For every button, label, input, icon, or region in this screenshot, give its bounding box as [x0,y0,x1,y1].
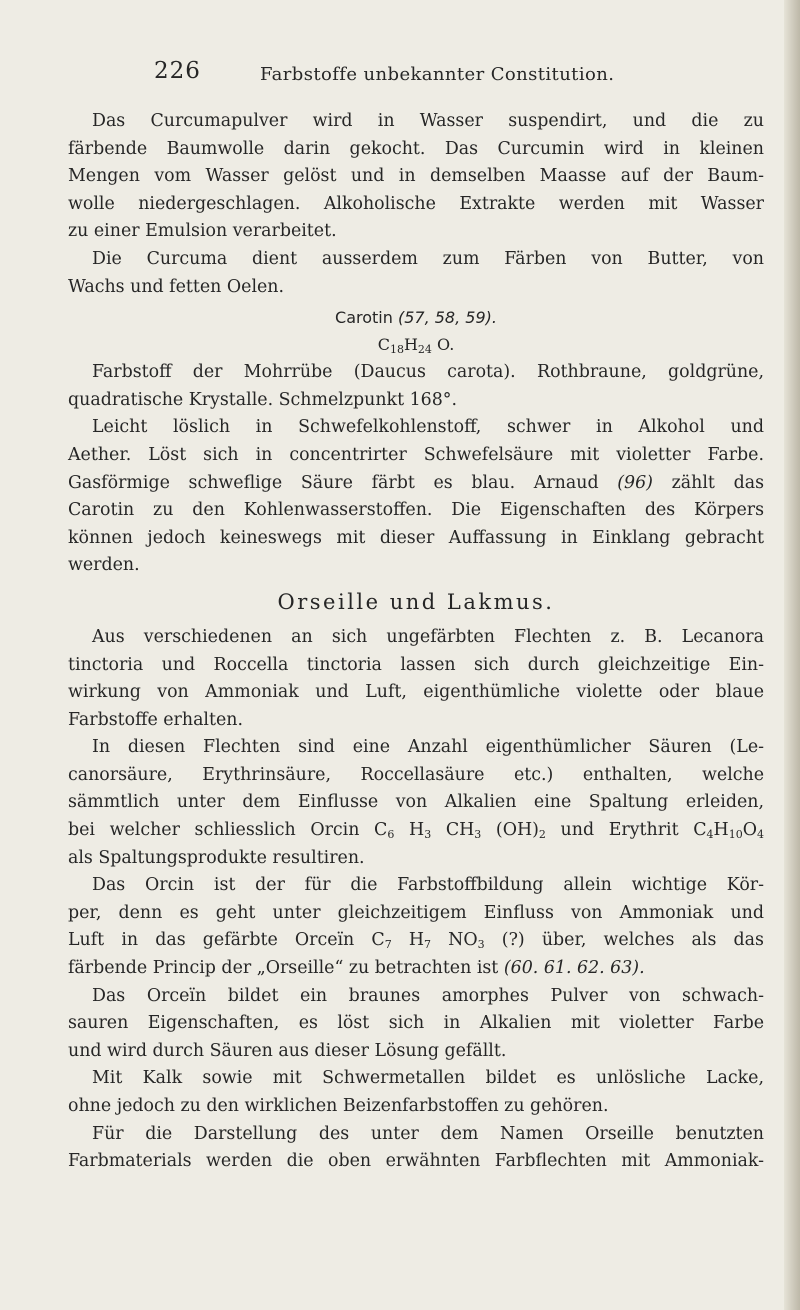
carotin-title: Carotin [335,308,393,328]
text-line: Das Orcin ist der für die Farbstoffbildung allein wichtige Kör- [92,875,764,896]
text-line: Mengen vom Wasser gelöst und in demselben Maasse auf der Baum- [68,166,764,187]
text-line: färbende Baumwolle darin gekocht. Das Curcumin wird in kleinen [68,138,764,159]
paragraph-lichen-acids [68,734,764,872]
carotin-heading [68,303,764,333]
carotin-formula: $C_{18}H_{24}$ O. [377,335,455,357]
text-line: sauren Eigenschaften, es löst sich in Alkalien mit violetter Farbe [68,1013,764,1034]
page-body [68,108,764,1176]
paragraph-orcin [68,872,764,982]
citation: (96) [617,472,653,493]
text-line: werden. [68,555,140,576]
text-line: Farbmaterials werden die oben erwähnten Farbflechten mit Ammoniak- [68,1151,764,1172]
paragraph-orcein [68,983,764,1066]
paragraph-lakes [68,1065,764,1120]
page-header [0,58,800,98]
running-title: Farbstoffe unbekannter Constitution. [260,64,615,85]
text-line: Farbstoff der Mohrrübe (Daucus carota). Rothbraune, goldgrüne, [92,362,764,383]
text-line: Leicht löslich in Schwefelkohlenstoff, schwer in Alkohol und [92,417,764,438]
text-line: Aus verschiedenen an sich ungefärbten Flechten z. B. Lecanora [92,626,764,647]
text-line: und wird durch Säuren aus dieser Lösung gefällt. [68,1040,507,1061]
text-line: Farbstoffe erhalten. [68,709,244,730]
text-line: Mit Kalk sowie mit Schwermetallen bildet es unlösliche Lacke, [92,1068,764,1089]
paragraph-carotin-description [68,359,764,414]
paragraph-curcuma-uses [68,246,764,301]
text-line: können jedoch keineswegs mit dieser Auffassung in Einklang gebracht [68,527,764,548]
text-line: In diesen Flechten sind eine Anzahl eigenthümlicher Säuren (Le- [92,737,764,758]
paragraph-preparation [68,1121,764,1176]
section-title-orseille: Orseille und Lakmus. [277,589,555,614]
page-number: 226 [154,58,201,84]
text-line: Carotin zu den Kohlenwasserstoffen. Die Eigenschaften des Körpers [68,500,764,521]
text-line: sämmtlich unter dem Einflusse von Alkalien eine Spaltung erleiden, [68,792,764,813]
carotin-references: (57, 58, 59). [397,308,497,328]
text-line: tinctoria und Roccella tinctoria lassen sich durch gleichzeitige Ein- [68,654,764,675]
text-line: färbende Princip der „Orseille“ zu betrachten ist (60. 61. 62. 63). [68,958,645,979]
text-line: bei welcher schliesslich Orcin $C_6$ $H_3$ $CH_3$ $(OH)_2$ und Erythrit $C_4H_{10}O_4$ [68,820,764,842]
text-line: Luft in das gefärbte Orceïn $C_7$ $H_7$ $NO_3$ (?) über, welches als das [68,930,764,952]
text-line: Für die Darstellung des unter dem Namen Orseille benutzten [92,1123,764,1144]
paragraph-carotin-solubility [68,414,764,580]
text-line: Die Curcuma dient ausserdem zum Färben von Butter, von [92,248,764,269]
text-line: Aether. Löst sich in concentrirter Schwefelsäure mit violetter Farbe. [68,444,764,465]
paragraph-curcuma-dyeing [68,108,764,246]
text-line: Das Orceïn bildet ein braunes amorphes Pulver von schwach- [92,985,764,1006]
text-line: wolle niedergeschlagen. Alkoholische Extrakte werden mit Wasser [68,193,764,214]
text-line: Gasförmige schweflige Säure färbt es blau. Arnaud (96) zählt das [68,472,764,493]
text-line: canorsäure, Erythrinsäure, Roccellasäure etc.) enthalten, welche [68,764,764,785]
citation: (60. 61. 62. 63). [503,958,645,979]
text-line: Das Curcumapulver wird in Wasser suspendirt, und die zu [92,111,764,131]
text-line: zu einer Emulsion verarbeitet. [68,221,337,242]
text-line: wirkung von Ammoniak und Luft, eigenthümliche violette oder blaue [68,682,764,703]
text-line: ohne jedoch zu den wirklichen Beizenfarbstoffen zu gehören. [68,1096,609,1116]
text-line: Wachs und fetten Oelen. [68,276,285,297]
text-line: per, denn es geht unter gleichzeitigem Einfluss von Ammoniak und [68,902,764,923]
text-line: als Spaltungsprodukte resultiren. [68,847,365,868]
page-edge [784,0,800,1310]
text-line: quadratische Krystalle. Schmelzpunkt 168°. [68,389,457,410]
paragraph-lichens [68,624,764,734]
